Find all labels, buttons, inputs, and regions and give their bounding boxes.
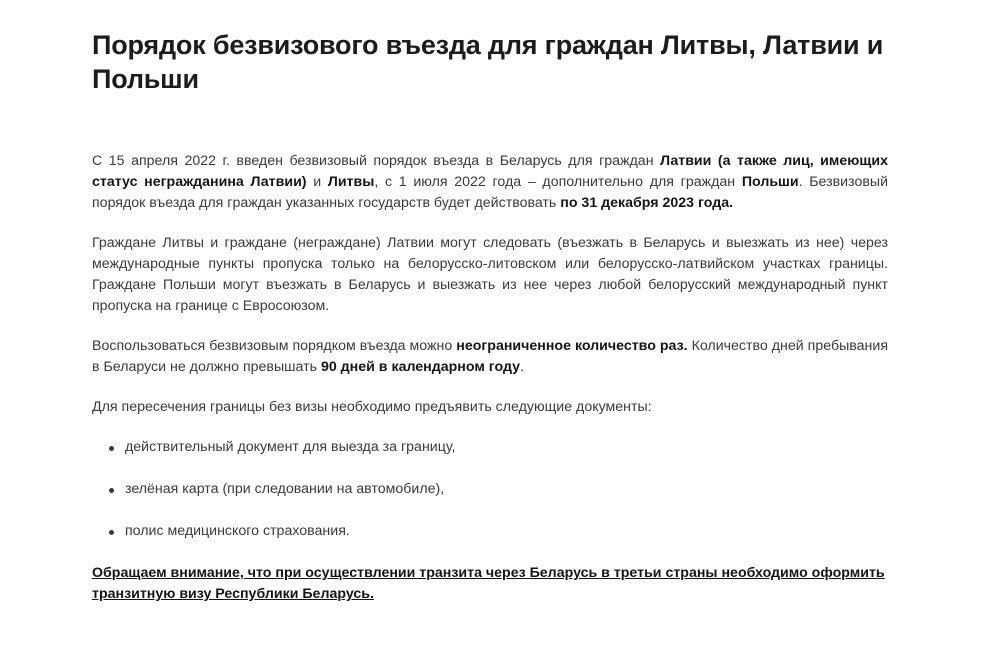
bold-end-date: по 31 декабря 2023 года. (560, 195, 734, 211)
list-item-text: полис медицинского страхования. (125, 523, 350, 539)
text: Воспользоваться безвизовым порядком въезда можно (92, 338, 457, 354)
list-item-text: действительный документ для выезда за границу, (125, 439, 456, 455)
paragraph-documents-intro: Для пересечения границы без визы необходимо предъявить следующие документы: (92, 399, 652, 415)
text: С 15 апреля 2022 г. введен безвизовый порядок въезда в Беларусь для граждан (92, 153, 661, 169)
paragraph-entry-limits (92, 336, 888, 378)
list-item (92, 521, 888, 542)
bullet-icon (109, 530, 114, 535)
transit-visa-notice: Обращаем внимание, что при осуществлении транзита через Беларусь в третьи страны необходимо оформить транзитную визу Республики Беларусь. (92, 565, 885, 602)
list-item (92, 437, 888, 458)
bold-lithuania: Литвы (327, 174, 375, 190)
text: , с 1 июля 2022 года – дополнительно для граждан (374, 174, 742, 190)
article (92, 28, 888, 624)
article-body (92, 151, 888, 605)
text: . (520, 359, 525, 375)
list-item-text: зелёная карта (при следовании на автомобиле), (125, 481, 445, 497)
page-title: Порядок безвизового въезда для граждан Литвы, Латвии и Польши (92, 30, 884, 94)
text: и (306, 174, 328, 190)
text: . Безвизовый порядок въезда для граждан указанных государств будет действовать (92, 174, 888, 211)
paragraph-visa-free-intro (92, 151, 888, 214)
paragraph-border-crossings: Граждане Литвы и граждане (неграждане) Латвии могут следовать (въезжать в Беларусь и выезжать из нее) через международные пункты пропуска только на белорусско-литовском или белорусско-латвийском участках границы. Граждане Польши могут въезжать в Беларусь и выезжать из нее через любой белорусский международный пункт пропуска на границе с Евросоюзом. (92, 235, 888, 314)
bullet-icon (109, 446, 114, 451)
bold-latvia: Латвии (а также лиц, имеющих статус негражданина Латвии) (92, 153, 888, 190)
documents-list (92, 437, 888, 542)
bold-90-days: 90 дней в календарном году (320, 359, 521, 375)
list-item (92, 479, 888, 500)
text: Количество дней пребывания в Беларуси не должно превышать (92, 338, 889, 375)
bullet-icon (109, 488, 114, 493)
bold-unlimited-entries: неограниченное количество раз. (456, 338, 688, 354)
bold-poland: Польши (741, 174, 799, 190)
